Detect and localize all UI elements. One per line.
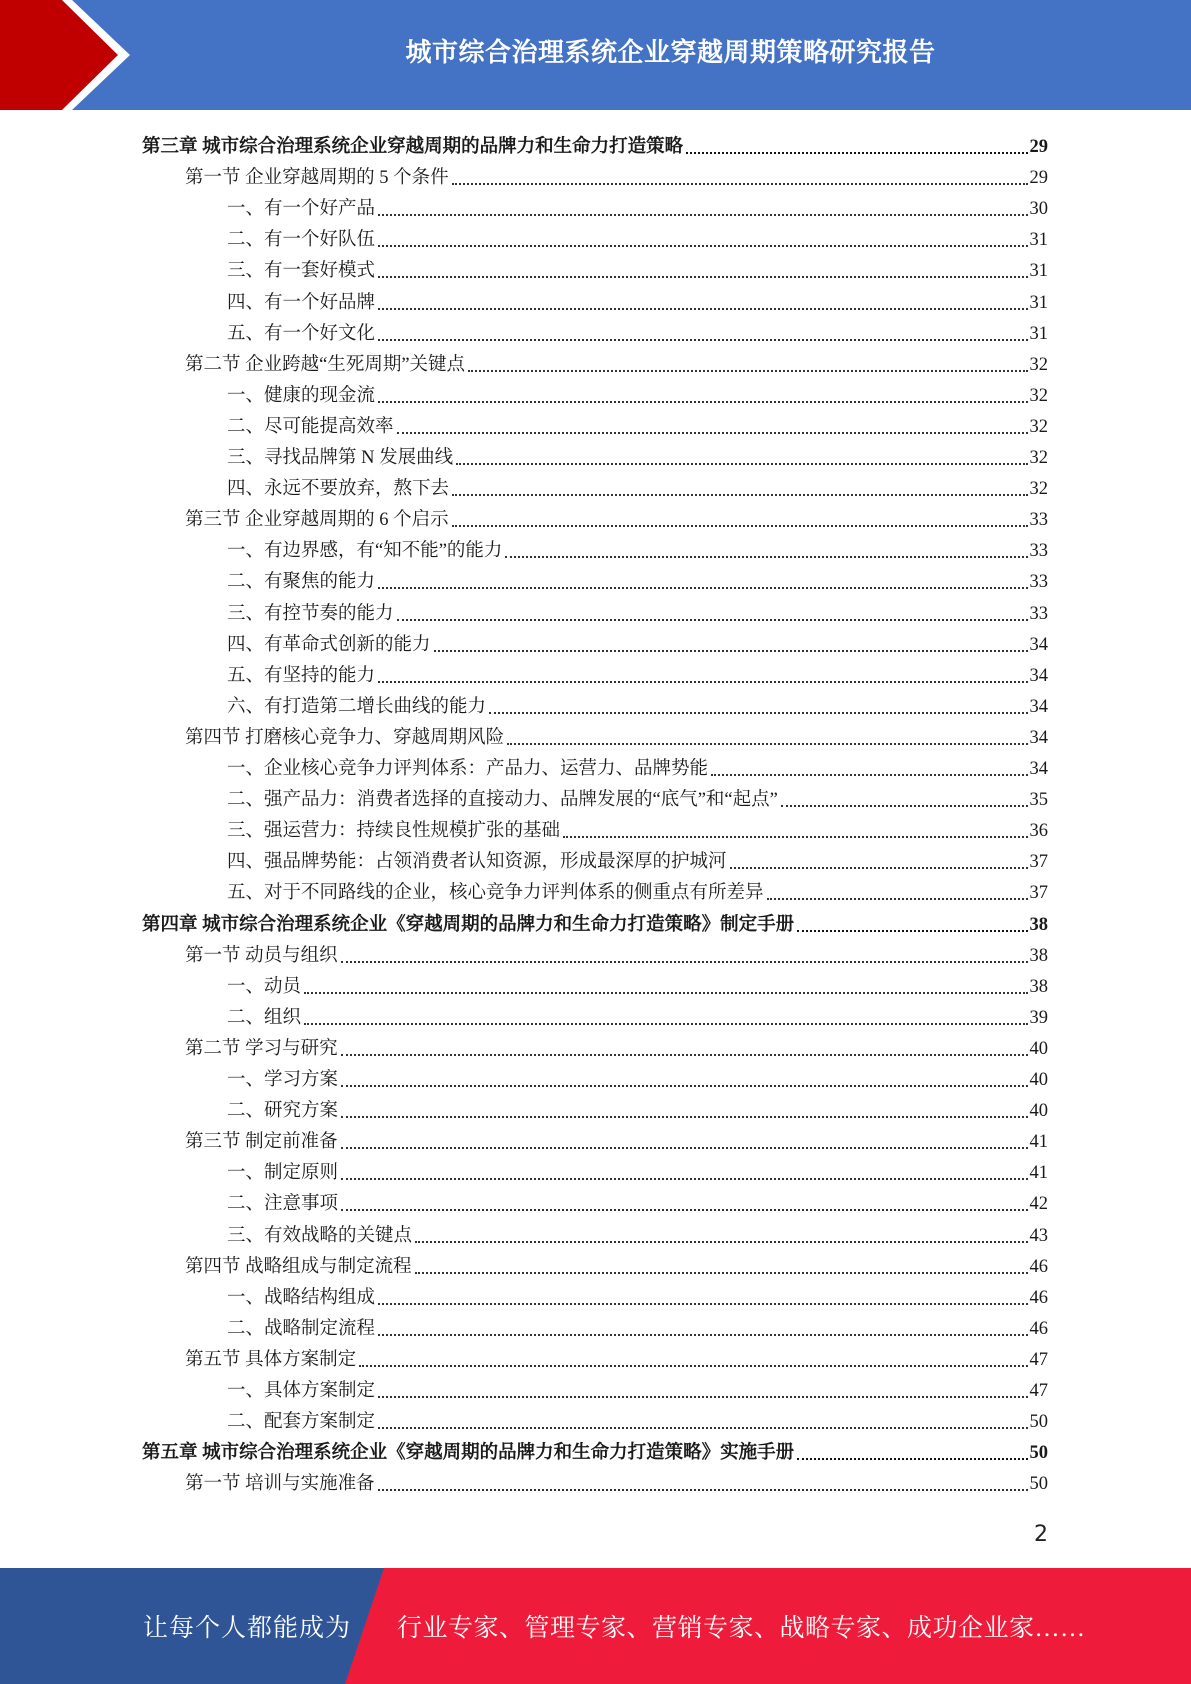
toc-section-entry[interactable] <box>185 1029 1048 1060</box>
toc-page-number: 34 <box>1029 696 1048 717</box>
toc-section-entry[interactable] <box>185 718 1048 749</box>
toc-dot-leader <box>711 774 1027 776</box>
toc-entry-label: 第五节 具体方案制定 <box>185 1349 357 1370</box>
toc-page-number: 37 <box>1029 852 1048 873</box>
toc-subsection-entry[interactable] <box>227 1184 1048 1215</box>
toc-subsection-entry[interactable] <box>227 1278 1048 1309</box>
toc-subsection-entry[interactable] <box>227 967 1048 998</box>
toc-dot-leader <box>767 898 1028 900</box>
toc-entry-label: 五、有一个好文化 <box>227 323 376 344</box>
toc-subsection-entry[interactable] <box>227 1091 1048 1122</box>
toc-dot-leader <box>686 152 1027 154</box>
toc-page-number: 36 <box>1029 821 1048 842</box>
toc-section-entry[interactable] <box>185 158 1048 189</box>
toc-entry-label: 第三章 城市综合治理系统企业穿越周期的品牌力和生命力打造策略 <box>142 137 684 157</box>
toc-entry-label: 一、健康的现金流 <box>227 385 376 406</box>
toc-page-number: 40 <box>1029 1101 1048 1122</box>
toc-dot-leader <box>505 556 1027 558</box>
toc-page-number: 38 <box>1029 945 1048 966</box>
toc-dot-leader <box>378 308 1027 310</box>
toc-page-number: 34 <box>1029 665 1048 686</box>
toc-entry-label: 四、有一个好品牌 <box>227 292 376 313</box>
toc-entry-label: 二、注意事项 <box>227 1194 339 1215</box>
toc-subsection-entry[interactable] <box>227 625 1048 656</box>
toc-page-number: 46 <box>1029 1287 1048 1308</box>
toc-page-number: 46 <box>1029 1318 1048 1339</box>
toc-subsection-entry[interactable] <box>227 1060 1048 1091</box>
toc-page-number: 39 <box>1029 1007 1048 1028</box>
toc-dot-leader <box>397 619 1028 621</box>
toc-subsection-entry[interactable] <box>227 438 1048 469</box>
toc-entry-label: 第四节 打磨核心竞争力、穿越周期风险 <box>185 727 505 748</box>
toc-section-entry[interactable] <box>185 1122 1048 1153</box>
toc-page-number: 50 <box>1029 1443 1048 1464</box>
toc-entry-label: 二、强产品力：消费者选择的直接动力、品牌发展的“底气”和“起点” <box>227 790 778 811</box>
toc-page-number: 32 <box>1029 448 1048 468</box>
toc-dot-leader <box>341 1085 1027 1087</box>
toc-entry-label: 第二节 学习与研究 <box>185 1038 338 1059</box>
toc-dot-leader <box>378 1303 1027 1305</box>
toc-entry-label: 第一节 动员与组织 <box>185 945 338 966</box>
toc-dot-leader <box>434 650 1028 652</box>
toc-page-number: 30 <box>1029 199 1048 220</box>
toc-section-entry[interactable] <box>185 500 1048 531</box>
toc-subsection-entry[interactable] <box>227 1402 1048 1433</box>
toc-page-number: 50 <box>1029 1474 1048 1495</box>
toc-page-number: 35 <box>1029 790 1048 811</box>
toc-subsection-entry[interactable] <box>227 283 1048 314</box>
toc-entry-label: 第四节 战略组成与制定流程 <box>185 1256 412 1277</box>
toc-entry-label: 三、寻找品牌第 N 发展曲线 <box>227 448 454 468</box>
toc-subsection-entry[interactable] <box>227 873 1048 904</box>
toc-entry-label: 五、对于不同路线的企业，核心竞争力评判体系的侧重点有所差异 <box>227 883 764 904</box>
toc-chapter-entry[interactable] <box>142 1433 1048 1464</box>
toc-page-number: 31 <box>1029 292 1048 313</box>
toc-page-number: 40 <box>1029 1038 1048 1059</box>
toc-subsection-entry[interactable] <box>227 687 1048 718</box>
toc-subsection-entry[interactable] <box>227 811 1048 842</box>
toc-entry-label: 一、制定原则 <box>227 1163 339 1184</box>
toc-dot-leader <box>730 867 1028 869</box>
toc-entry-label: 四、有革命式创新的能力 <box>227 634 431 655</box>
toc-entry-label: 二、组织 <box>227 1007 302 1028</box>
toc-subsection-entry[interactable] <box>227 1216 1048 1247</box>
toc-entry-label: 五、有坚持的能力 <box>227 665 376 686</box>
toc-page-number: 34 <box>1029 759 1048 779</box>
toc-entry-label: 第三节 制定前准备 <box>185 1132 338 1153</box>
toc-entry-label: 第三节 企业穿越周期的 6 个启示 <box>185 510 449 531</box>
toc-subsection-entry[interactable] <box>227 1153 1048 1184</box>
toc-section-entry[interactable] <box>185 345 1048 376</box>
toc-page-number: 47 <box>1029 1349 1048 1370</box>
toc-page-number: 38 <box>1029 976 1048 997</box>
toc-dot-leader <box>341 1209 1027 1211</box>
toc-dot-leader <box>378 214 1027 216</box>
toc-dot-leader <box>359 1365 1027 1367</box>
toc-dot-leader <box>378 401 1027 403</box>
toc-entry-label: 第一节 企业穿越周期的 5 个条件 <box>185 168 449 189</box>
toc-dot-leader <box>378 587 1027 589</box>
toc-dot-leader <box>397 432 1028 434</box>
toc-page-number: 43 <box>1029 1225 1048 1246</box>
toc-dot-leader <box>452 183 1028 185</box>
toc-entry-label: 第二节 企业跨越“生死周期”关键点 <box>185 354 466 375</box>
toc-entry-label: 二、尽可能提高效率 <box>227 416 394 437</box>
toc-entry-label: 一、有边界感，有“知不能”的能力 <box>227 541 503 562</box>
toc-section-entry[interactable] <box>185 1340 1048 1371</box>
toc-page-number: 41 <box>1029 1163 1048 1184</box>
toc-page-number: 41 <box>1029 1132 1048 1153</box>
toc-page-number: 29 <box>1029 168 1048 189</box>
toc-dot-leader <box>304 992 1027 994</box>
toc-dot-leader <box>341 1178 1027 1180</box>
toc-entry-label: 三、有效战略的关键点 <box>227 1225 413 1246</box>
toc-entry-label: 二、研究方案 <box>227 1101 339 1122</box>
toc-subsection-entry[interactable] <box>227 562 1048 593</box>
toc-dot-leader <box>378 1396 1027 1398</box>
toc-page-number: 33 <box>1029 541 1048 562</box>
toc-dot-leader <box>378 681 1027 683</box>
toc-entry-label: 第四章 城市综合治理系统企业《穿越周期的品牌力和生命力打造策略》制定手册 <box>142 914 795 935</box>
toc-entry-label: 六、有打造第二增长曲线的能力 <box>227 696 487 717</box>
toc-entry-label: 三、有一套好模式 <box>227 261 376 282</box>
toc-entry-label: 二、战略制定流程 <box>227 1318 376 1339</box>
toc-page-number: 29 <box>1029 137 1048 157</box>
toc-subsection-entry[interactable] <box>227 1309 1048 1340</box>
toc-entry-label: 三、有控节奏的能力 <box>227 603 394 624</box>
toc-dot-leader <box>468 370 1027 372</box>
toc-page-number: 38 <box>1029 914 1048 935</box>
page-number: 2 <box>1034 1522 1048 1547</box>
toc-page-number: 34 <box>1029 727 1048 748</box>
toc-page-number: 33 <box>1029 510 1048 531</box>
toc-dot-leader <box>378 1489 1028 1491</box>
toc-page-number: 47 <box>1029 1381 1048 1401</box>
toc-subsection-entry[interactable] <box>227 780 1048 811</box>
toc-subsection-entry[interactable] <box>227 594 1048 625</box>
toc-dot-leader <box>456 463 1027 465</box>
toc-section-entry[interactable] <box>185 1247 1048 1278</box>
toc-entry-label: 一、企业核心竞争力评判体系：产品力、运营力、品牌势能 <box>227 759 709 779</box>
toc-chapter-entry[interactable] <box>142 127 1048 158</box>
toc-dot-leader <box>489 712 1027 714</box>
toc-page-number: 42 <box>1029 1194 1048 1215</box>
toc-entry-label: 一、有一个好产品 <box>227 199 376 220</box>
page-footer <box>0 1568 1191 1684</box>
toc-page-number: 50 <box>1029 1412 1048 1433</box>
header-arrow-decoration <box>0 0 160 110</box>
toc-entry-label: 一、动员 <box>227 976 302 997</box>
toc-subsection-entry[interactable] <box>227 1371 1048 1402</box>
toc-entry-label: 一、战略结构组成 <box>227 1287 376 1308</box>
toc-subsection-entry[interactable] <box>227 376 1048 407</box>
toc-dot-leader <box>304 1023 1027 1025</box>
toc-entry-label: 二、有一个好队伍 <box>227 230 376 251</box>
toc-dot-leader <box>781 805 1028 807</box>
toc-subsection-entry[interactable] <box>227 842 1048 873</box>
toc-chapter-entry[interactable] <box>142 905 1048 936</box>
toc-page-number: 33 <box>1029 572 1048 593</box>
toc-dot-leader <box>341 1147 1028 1149</box>
toc-page-number: 32 <box>1029 385 1048 406</box>
toc-page-number: 32 <box>1029 479 1048 500</box>
toc-dot-leader <box>341 1054 1028 1056</box>
page-header <box>0 0 1191 110</box>
toc-subsection-entry[interactable] <box>227 749 1048 780</box>
toc-dot-leader <box>563 836 1027 838</box>
toc-page-number: 40 <box>1029 1070 1048 1090</box>
toc-dot-leader <box>378 1334 1027 1336</box>
toc-subsection-entry[interactable] <box>227 407 1048 438</box>
toc-dot-leader <box>797 930 1027 932</box>
toc-subsection-entry[interactable] <box>227 314 1048 345</box>
toc-dot-leader <box>378 245 1027 247</box>
toc-entry-label: 第五章 城市综合治理系统企业《穿越周期的品牌力和生命力打造策略》实施手册 <box>142 1443 795 1464</box>
toc-dot-leader <box>341 1116 1027 1118</box>
toc-page-number: 31 <box>1029 230 1048 251</box>
toc-page-number: 31 <box>1029 323 1048 344</box>
report-title: 城市综合治理系统企业穿越周期策略研究报告 <box>405 37 936 68</box>
toc-page-number: 31 <box>1029 261 1048 282</box>
toc-entry-label: 二、配套方案制定 <box>227 1412 376 1433</box>
toc-entry-label: 四、永远不要放弃，熬下去 <box>227 479 450 500</box>
toc-entry-label: 三、强运营力：持续良性规模扩张的基础 <box>227 821 561 842</box>
toc-entry-label: 第一节 培训与实施准备 <box>185 1474 375 1495</box>
footer-slogan-right: 行业专家、管理专家、营销专家、战略专家、成功企业家…… <box>397 1615 1086 1642</box>
toc-entry-label: 一、学习方案 <box>227 1070 339 1090</box>
toc-dot-leader <box>341 961 1028 963</box>
toc-subsection-entry[interactable] <box>227 656 1048 687</box>
toc-dot-leader <box>378 1427 1027 1429</box>
toc-entry-label: 二、有聚焦的能力 <box>227 572 376 593</box>
toc-dot-leader <box>378 339 1027 341</box>
toc-dot-leader <box>452 494 1027 496</box>
toc-dot-leader <box>378 276 1027 278</box>
toc-page-number: 34 <box>1029 634 1048 655</box>
toc-page-number: 33 <box>1029 603 1048 624</box>
toc-dot-leader <box>797 1458 1027 1460</box>
toc-dot-leader <box>415 1272 1028 1274</box>
toc-subsection-entry[interactable] <box>227 531 1048 562</box>
toc-section-entry[interactable] <box>185 1464 1048 1495</box>
toc-dot-leader <box>452 525 1028 527</box>
toc-subsection-entry[interactable] <box>227 220 1048 251</box>
toc-entry-label: 一、具体方案制定 <box>227 1381 376 1401</box>
toc-subsection-entry[interactable] <box>227 189 1048 220</box>
toc-entry-label: 四、强品牌势能：占领消费者认知资源，形成最深厚的护城河 <box>227 852 727 873</box>
toc-page-number: 37 <box>1029 883 1048 904</box>
toc-page-number: 32 <box>1029 416 1048 437</box>
toc-subsection-entry[interactable] <box>227 469 1048 500</box>
toc-dot-leader <box>415 1241 1027 1243</box>
toc-subsection-entry[interactable] <box>227 251 1048 282</box>
toc-page-number: 32 <box>1029 354 1048 375</box>
toc-subsection-entry[interactable] <box>227 998 1048 1029</box>
toc-dot-leader <box>507 743 1027 745</box>
footer-slogan-left: 让每个人都能成为 <box>143 1615 352 1642</box>
toc-page-number: 46 <box>1029 1256 1048 1277</box>
toc-section-entry[interactable] <box>185 936 1048 967</box>
